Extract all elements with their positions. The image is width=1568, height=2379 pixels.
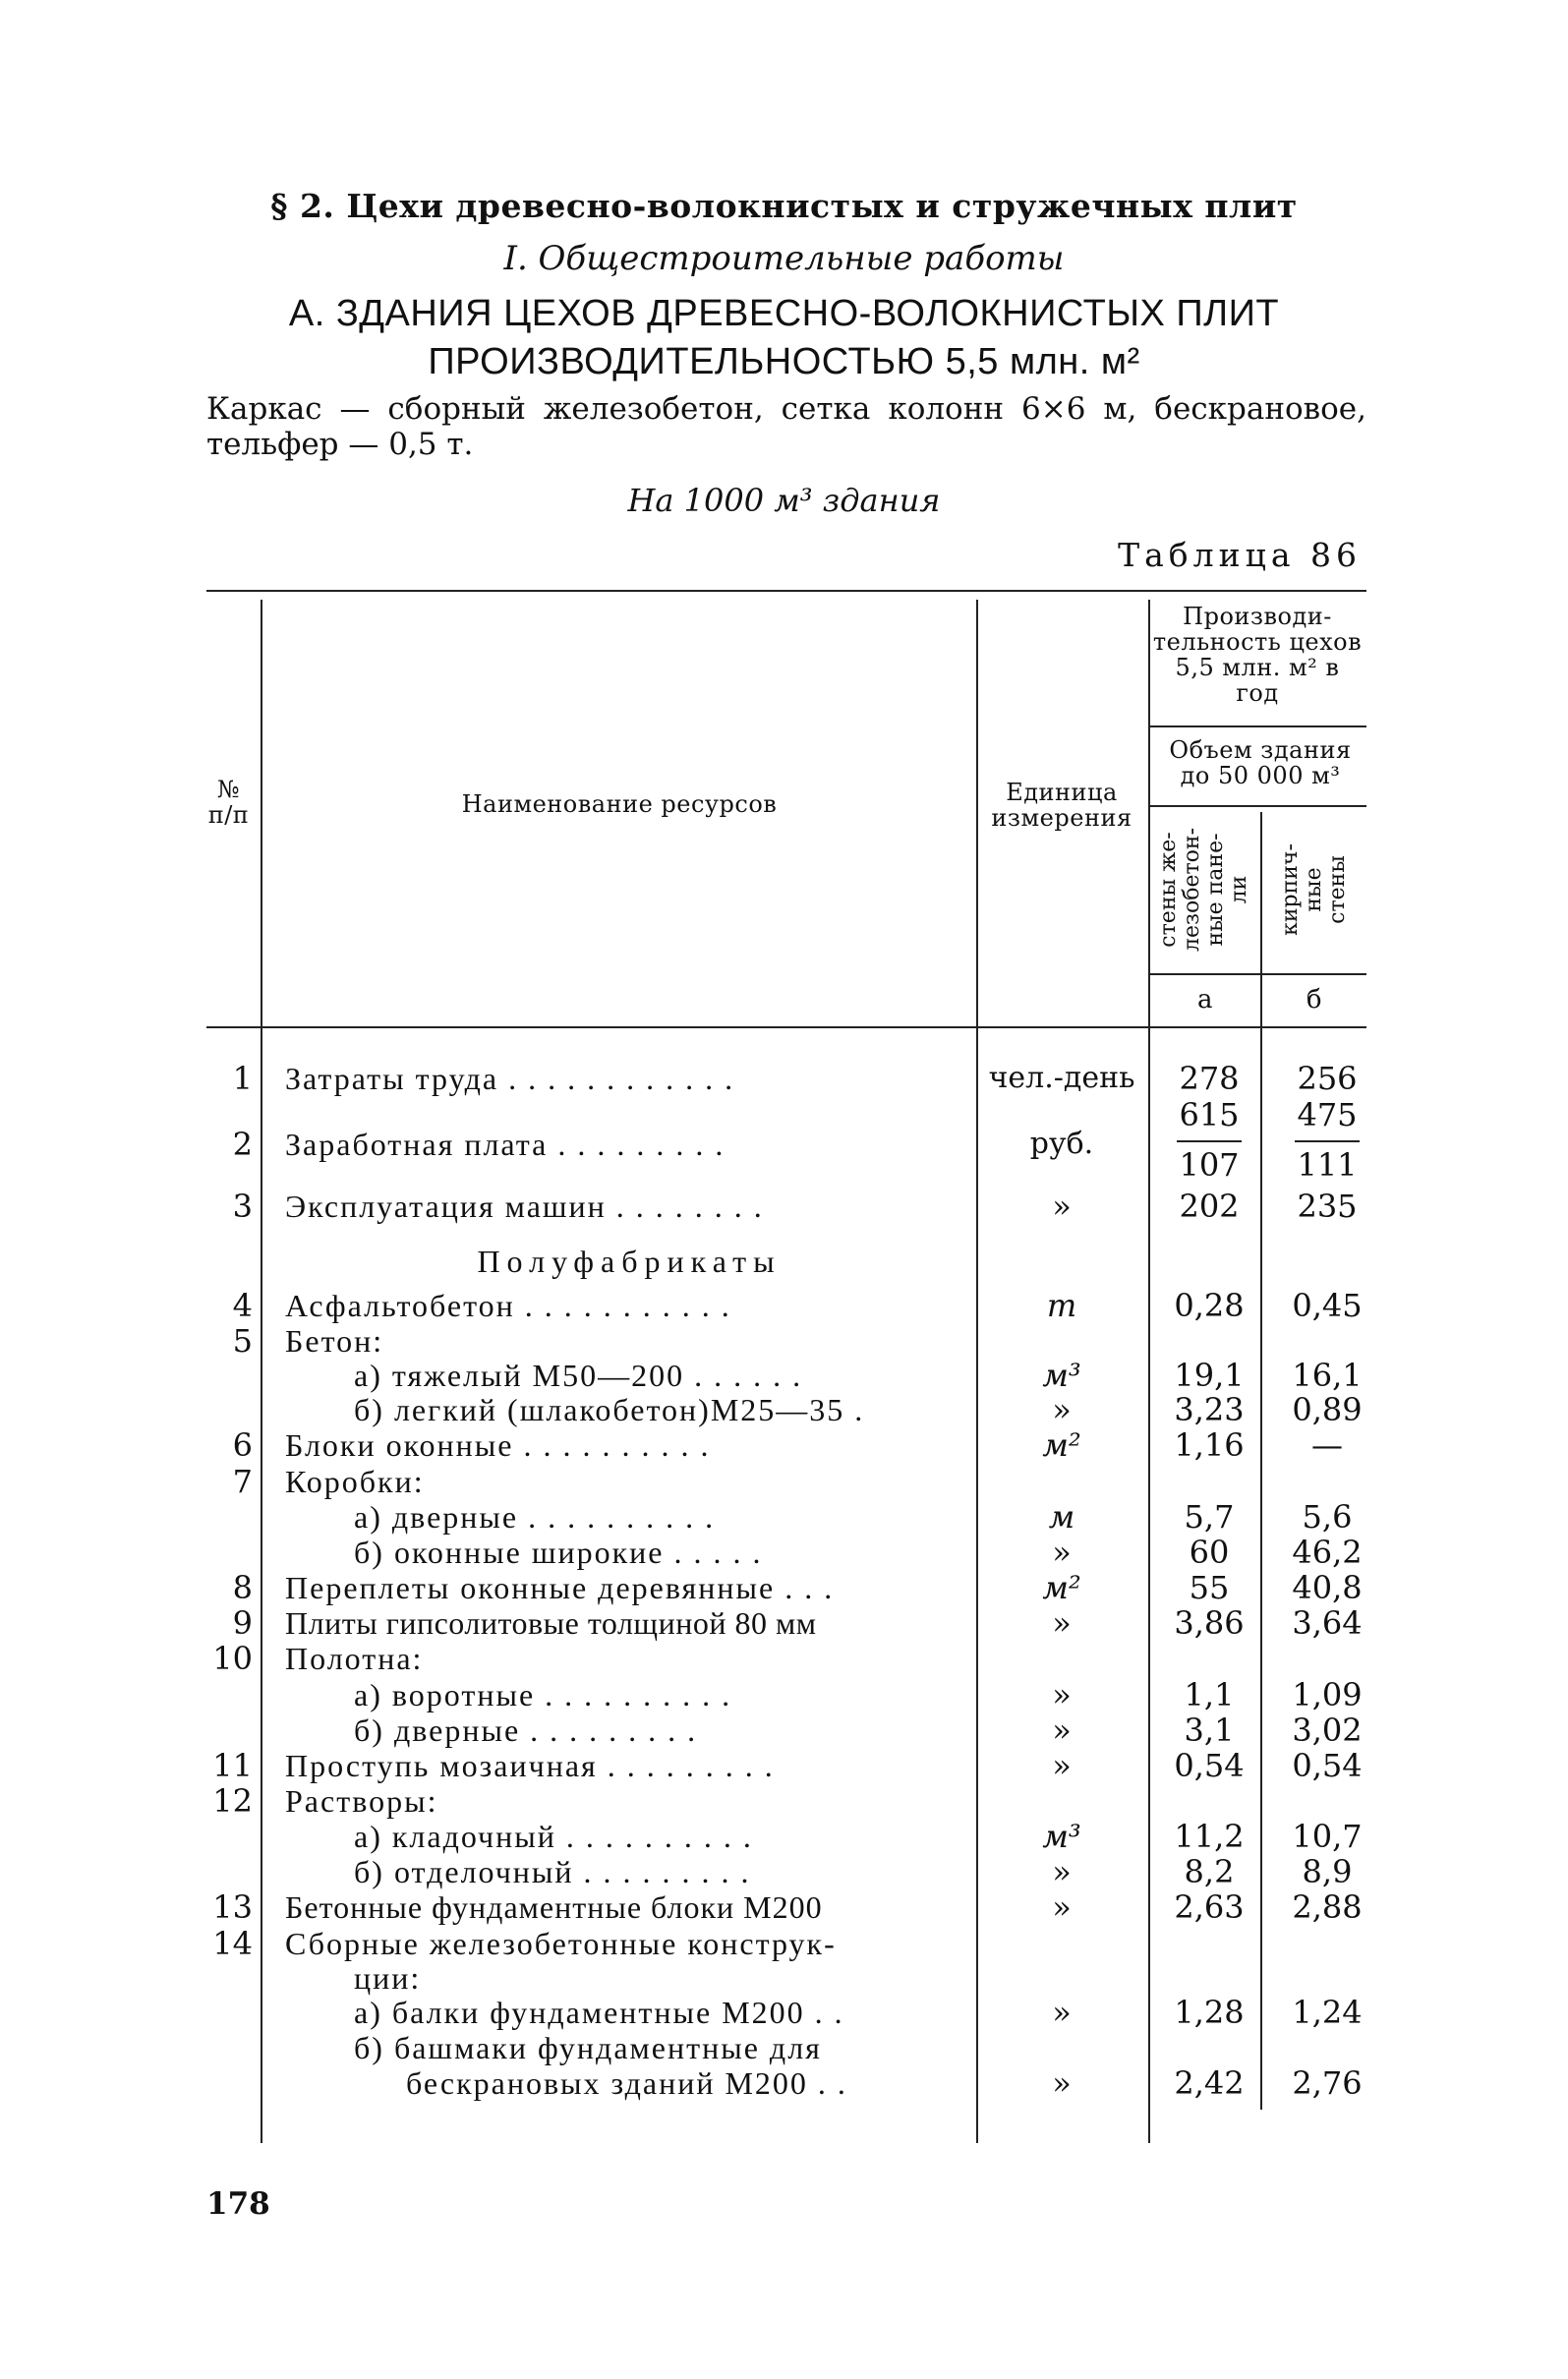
row-8-unit: м² (1042, 1569, 1081, 1606)
row-7a-a: 5,7 (1184, 1498, 1235, 1536)
row-7b-b: 46,2 (1292, 1534, 1363, 1571)
row-14a-a: 1,28 (1174, 1994, 1245, 2031)
row-5b-a: 3,23 (1174, 1391, 1245, 1428)
row-5a-b: 16,1 (1292, 1357, 1363, 1394)
row-6-unit: м² (1042, 1426, 1081, 1464)
row-7a-b: 5,6 (1302, 1498, 1353, 1536)
heading-line-1: А. ЗДАНИЯ ЦЕХОВ ДРЕВЕСНО-ВОЛОКНИСТЫХ ПЛИТ (288, 293, 1280, 334)
row-2-a-bottom: 107 (1179, 1146, 1240, 1184)
subsection-title: I. Общестроительные работы (503, 239, 1065, 278)
row-6-num: 6 (232, 1426, 253, 1464)
row-4-name: Асфальтобетон . . . . . . . . . . . (285, 1288, 731, 1323)
row-13-a: 2,63 (1174, 1888, 1245, 1926)
row-5b-unit: » (1052, 1391, 1072, 1428)
row-12b-name: б) отделочный . . . . . . . . . (354, 1854, 751, 1889)
header-productivity: Производи- тельность цехов 5,5 млн. м² в год (1152, 603, 1363, 707)
header-rule-productivity (1148, 725, 1366, 727)
row-12-name: Растворы: (285, 1783, 438, 1819)
row-14b-unit: » (1052, 2064, 1072, 2102)
row-10b-b: 3,02 (1292, 1712, 1363, 1749)
row-9-a: 3,86 (1174, 1604, 1245, 1642)
row-9-name: Плиты гипсолитовые толщиной 80 мм (285, 1605, 817, 1641)
heading-line-2: ПРОИЗВОДИТЕЛЬНОСТЬЮ 5,5 млн. м² (428, 341, 1140, 382)
row-4-b: 0,45 (1292, 1287, 1363, 1324)
row-7a-name: а) дверные . . . . . . . . . . (354, 1499, 716, 1535)
row-7-num: 7 (232, 1463, 253, 1500)
row-5b-name: б) легкий (шлакобетон)М25—35 . (354, 1392, 865, 1427)
row-10b-a: 3,1 (1184, 1712, 1235, 1749)
row-5-name: Бетон: (285, 1323, 384, 1359)
section-title: § 2. Цехи древесно-волокнистых и стружечных плит (270, 187, 1298, 225)
row-10b-unit: » (1052, 1712, 1072, 1749)
header-unit: Единица измерения (991, 779, 1132, 832)
row-12b-unit: » (1052, 1853, 1072, 1890)
row-6-a: 1,16 (1174, 1426, 1245, 1464)
row-4-num: 4 (232, 1287, 253, 1324)
row-11-unit: » (1052, 1747, 1072, 1784)
row-5a-unit: м³ (1042, 1357, 1081, 1394)
intro-paragraph: Каркас — сборный железобетон, сетка колонн 6×6 м, бескрановое, тельфер — 0,5 т. (206, 391, 1366, 462)
row-12a-a: 11,2 (1174, 1818, 1245, 1855)
row-14b-b: 2,76 (1292, 2064, 1363, 2102)
row-14-name-cont: ции: (354, 1960, 422, 1996)
row-14-name: Сборные железобетонные конструк- (285, 1926, 837, 1961)
row-5-num: 5 (232, 1322, 253, 1360)
row-12-num: 12 (212, 1782, 253, 1820)
col-divider-num (261, 600, 262, 2143)
row-9-unit: » (1052, 1604, 1072, 1642)
header-col-b: б (1306, 985, 1323, 1015)
row-6-b: — (1311, 1426, 1343, 1464)
row-11-b: 0,54 (1292, 1747, 1363, 1784)
row-7b-unit: » (1052, 1534, 1072, 1571)
header-name: Наименование ресурсов (461, 790, 778, 818)
row-2-b-top: 475 (1297, 1096, 1358, 1133)
header-rule-subcols (1148, 973, 1366, 975)
row-14b-a: 2,42 (1174, 2064, 1245, 2102)
row-7a-unit: м (1048, 1498, 1075, 1536)
row-11-num: 11 (212, 1747, 253, 1784)
row-9-num: 9 (232, 1604, 253, 1642)
row-1-name: Затраты труда . . . . . . . . . . . . (285, 1061, 735, 1096)
row-8-name: Переплеты оконные деревянные . . . (285, 1570, 835, 1605)
row-13-name: Бетонные фундаментные блоки М200 (285, 1889, 823, 1925)
page-number: 178 (206, 2186, 270, 2222)
row-4-a: 0,28 (1174, 1287, 1245, 1324)
row-6-name: Блоки оконные . . . . . . . . . . (285, 1427, 711, 1463)
row-12b-b: 8,9 (1302, 1853, 1353, 1890)
row-8-b: 40,8 (1292, 1569, 1363, 1606)
row-10a-a: 1,1 (1184, 1676, 1235, 1713)
row-2-unit: руб. (1029, 1127, 1094, 1161)
row-2-b-bottom: 111 (1297, 1146, 1358, 1184)
row-10a-name: а) воротные . . . . . . . . . . (354, 1677, 732, 1712)
row-14a-name: а) балки фундаментные М200 . . (354, 1995, 844, 2030)
row-9-b: 3,64 (1292, 1604, 1363, 1642)
row-14a-b: 1,24 (1292, 1994, 1363, 2031)
group-label-semi-finished: Полуфабрикаты (477, 1244, 782, 1279)
table-top-rule (206, 590, 1366, 592)
row-10-num: 10 (212, 1640, 253, 1677)
header-col-a-desc: стены же- лезобетон- ные пане- ли (1156, 827, 1252, 953)
row-12a-b: 10,7 (1292, 1818, 1363, 1855)
header-col-b-desc: кирпич- ные стены (1278, 843, 1350, 936)
row-10b-name: б) дверные . . . . . . . . . (354, 1712, 698, 1748)
header-col-b-desc-cell (1262, 808, 1366, 971)
row-10a-unit: » (1052, 1676, 1072, 1713)
row-2-name: Заработная плата . . . . . . . . . (285, 1127, 726, 1162)
row-14-num: 14 (212, 1925, 253, 1962)
row-7-name: Коробки: (285, 1464, 425, 1499)
row-12b-a: 8,2 (1184, 1853, 1235, 1890)
row-5a-a: 19,1 (1174, 1357, 1245, 1394)
basis-note: На 1000 м³ здания (627, 482, 941, 519)
row-4-unit: т (1046, 1287, 1077, 1324)
row-7b-a: 60 (1189, 1534, 1230, 1571)
row-2-a-fraction-bar (1177, 1140, 1242, 1142)
row-13-unit: » (1052, 1888, 1072, 1926)
row-3-a: 202 (1179, 1188, 1240, 1225)
row-1-num: 1 (232, 1060, 253, 1097)
row-3-b: 235 (1297, 1188, 1358, 1225)
row-13-b: 2,88 (1292, 1888, 1363, 1926)
header-col-a: а (1196, 985, 1213, 1015)
row-14b-name: б) башмаки фундаментные для (354, 2030, 822, 2065)
row-12a-unit: м³ (1042, 1818, 1081, 1855)
row-13-num: 13 (212, 1888, 253, 1926)
row-1-b: 256 (1297, 1060, 1358, 1097)
row-11-a: 0,54 (1174, 1747, 1245, 1784)
header-volume: Объем здания до 50 000 м³ (1169, 736, 1352, 789)
header-rule-volume (1148, 805, 1366, 807)
row-3-name: Эксплуатация машин . . . . . . . . (285, 1189, 764, 1224)
header-col-a-desc-cell (1150, 808, 1258, 971)
row-14a-unit: » (1052, 1994, 1072, 2031)
row-1-unit: чел.-день (988, 1061, 1135, 1095)
header-num: № п/п (207, 776, 250, 829)
row-7b-name: б) оконные широкие . . . . . (354, 1535, 763, 1570)
row-2-a-top: 615 (1179, 1096, 1240, 1133)
row-3-num: 3 (232, 1188, 253, 1225)
row-2-num: 2 (232, 1126, 253, 1163)
row-11-name: Проступь мозаичная . . . . . . . . . (285, 1748, 775, 1783)
row-12a-name: а) кладочный . . . . . . . . . . (354, 1819, 753, 1854)
row-5b-b: 0,89 (1292, 1391, 1363, 1428)
row-14b-name-cont: бескрановых зданий М200 . . (406, 2065, 847, 2101)
row-2-b-fraction-bar (1295, 1140, 1360, 1142)
row-1-a: 278 (1179, 1060, 1240, 1097)
table-label: Таблица 86 (1118, 536, 1362, 574)
row-10-name: Полотна: (285, 1641, 424, 1676)
row-8-num: 8 (232, 1569, 253, 1606)
row-5a-name: а) тяжелый М50—200 . . . . . . (354, 1358, 803, 1393)
row-8-a: 55 (1189, 1569, 1230, 1606)
row-10a-b: 1,09 (1292, 1676, 1363, 1713)
header-bottom-rule (206, 1026, 1366, 1028)
row-3-unit: » (1052, 1188, 1072, 1225)
